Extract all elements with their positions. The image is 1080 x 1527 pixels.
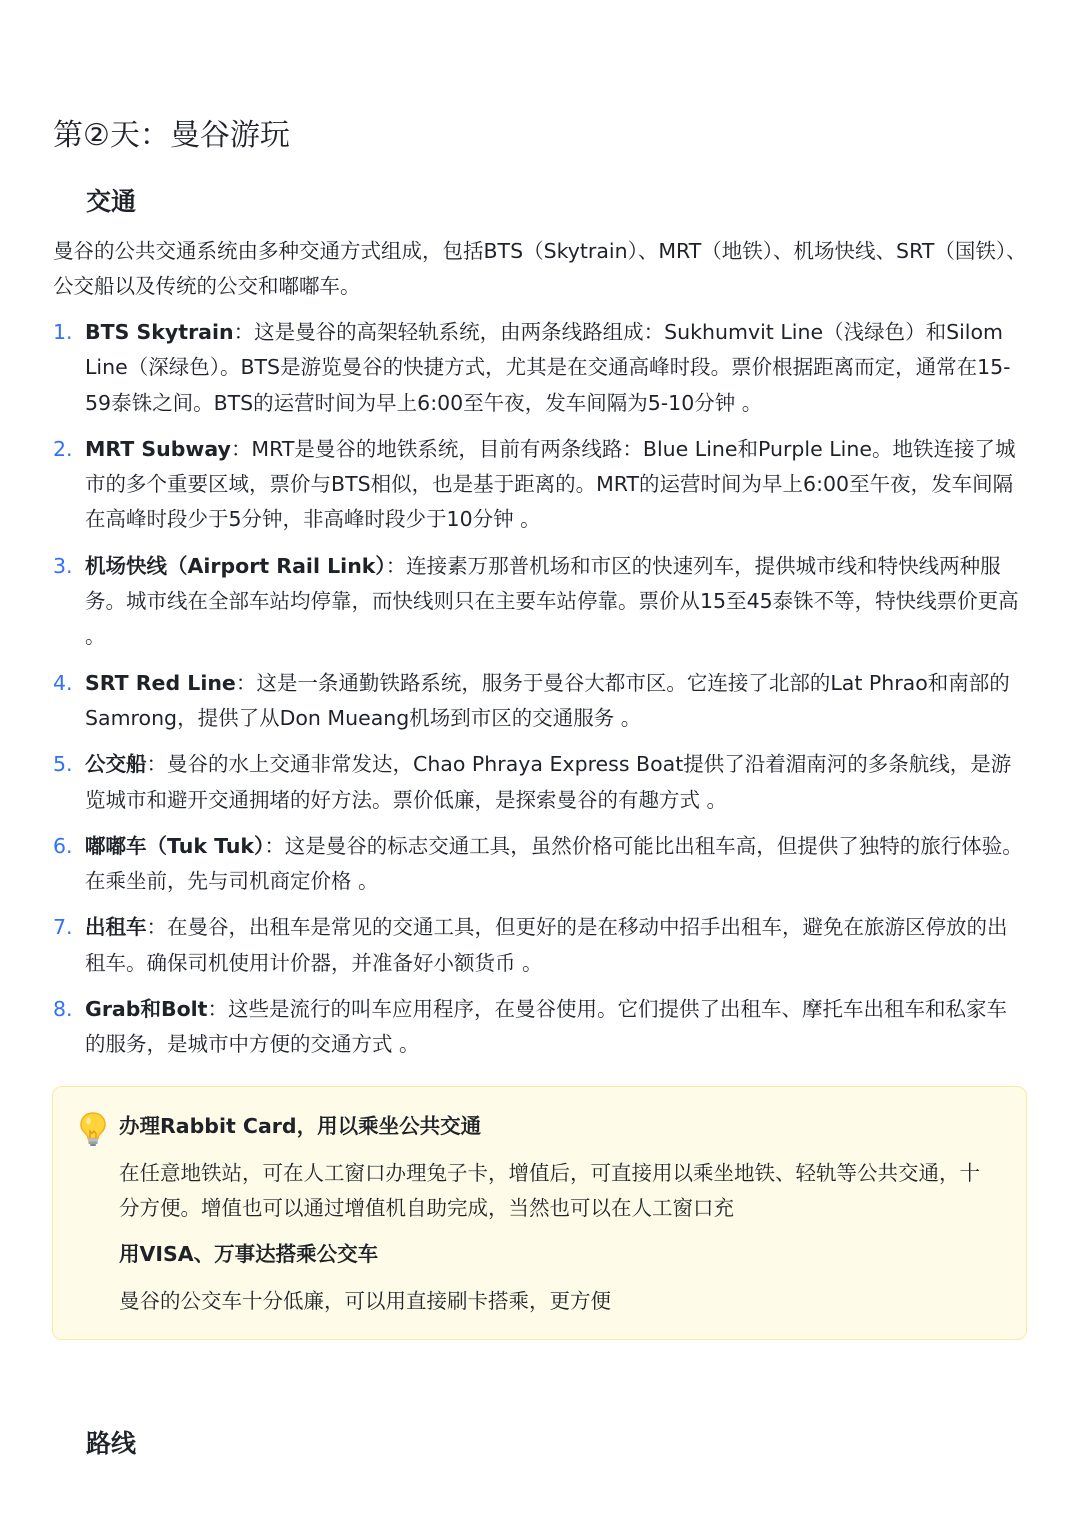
list-item-term: MRT Subway	[85, 436, 231, 461]
list-item-text: ：这是曼谷的标志交通工具，虽然价格可能比出租车高，但提供了独特的旅行体验。在乘坐前，先与司机商定价格 。	[85, 833, 1023, 894]
transport-list	[0, 315, 1080, 1074]
callout-heading: 办理Rabbit Card，用以乘坐公共交通	[119, 1114, 482, 1138]
list-item-term: 机场快线（Airport Rail Link）	[85, 553, 386, 578]
list-item	[0, 666, 1025, 737]
list-item-text: ：这些是流行的叫车应用程序，在曼谷使用。它们提供了出租车、摩托车出租车和私家车的服务，是城市中方便的交通方式 。	[85, 997, 1007, 1057]
list-item	[0, 829, 1025, 900]
lightbulb-icon	[79, 1111, 107, 1147]
list-item-term: BTS Skytrain	[85, 320, 234, 344]
list-item-number: 1.	[53, 320, 73, 344]
day-title: 第②天：曼谷游玩	[53, 118, 290, 153]
list-item-number: 4.	[53, 670, 73, 695]
list-item	[0, 747, 1025, 818]
list-item-number: 5.	[53, 752, 73, 777]
list-item	[0, 549, 1025, 655]
list-item	[0, 992, 1025, 1063]
list-item-number: 6.	[53, 833, 73, 858]
transport-intro: 曼谷的公共交通系统由多种交通方式组成，包括BTS（Skytrain）、MRT（地铁）、机场快线、SRT（国铁）、公交船以及传统的公交和嘟嘟车。	[53, 239, 1027, 298]
tip-callout	[52, 1086, 1027, 1340]
callout-body: 在任意地铁站，可在人工窗口办理兔子卡，增值后，可直接用以乘坐地铁、轻轨等公共交通，十分方便。增值也可以通过增值机自助完成，当然也可以在人工窗口充	[119, 1161, 980, 1220]
list-item-number: 8.	[53, 997, 73, 1022]
route-heading: 路线	[86, 1429, 137, 1458]
list-item-number: 3.	[53, 553, 73, 578]
list-item-term: Grab和Bolt	[85, 997, 208, 1022]
list-item-term: 出租车	[85, 915, 147, 940]
transport-heading: 交通	[86, 187, 137, 216]
list-item-term: 嘟嘟车（Tuk Tuk）	[85, 833, 265, 858]
list-item-number: 7.	[53, 915, 73, 940]
list-item-text: ：曼谷的水上交通非常发达，Chao Phraya Express Boat提供了沿着湄南河的多条航线，是游览城市和避开交通拥堵的好方法。票价低廉，是探索曼谷的有趣方式 。	[85, 752, 1012, 812]
list-item	[0, 432, 1025, 538]
list-item-text: ：连接素万那普机场和市区的快速列车，提供城市线和特快线两种服务。城市线在全部车站均停靠，而快线则只在主要车站停靠。票价从15至45泰铢不等，特快线票价更高 。	[85, 553, 1019, 649]
list-item-text: ：这是一条通勤铁路系统，服务于曼谷大都市区。它连接了北部的Lat Phrao和南部的Samrong，提供了从Don Mueang机场到市区的交通服务 。	[85, 670, 1010, 730]
list-item	[0, 910, 1025, 981]
list-item-number: 2.	[53, 436, 73, 461]
list-item-text: ：在曼谷，出租车是常见的交通工具，但更好的是在移动中招手出租车，避免在旅游区停放的出租车。确保司机使用计价器，并准备好小额货币 。	[85, 915, 1008, 975]
callout-body: 曼谷的公交车十分低廉，可以用直接刷卡搭乘，更方便	[119, 1289, 611, 1313]
list-item-term: SRT Red Line	[85, 670, 236, 695]
list-item-term: 公交船	[85, 752, 147, 777]
callout-heading: 用VISA、万事达搭乘公交车	[119, 1242, 379, 1266]
list-item-text: ：这是曼谷的高架轻轨系统，由两条线路组成：Sukhumvit Line（浅绿色）和Silom Line（深绿色）。BTS是游览曼谷的快捷方式，尤其是在交通高峰时段。票价根据距离而定，通常在15-59泰铢之间。BTS的运营时间为早上6:00至午夜，发车间隔为5-10分钟 。	[85, 320, 1011, 415]
list-item-text: ：MRT是曼谷的地铁系统，目前有两条线路：Blue Line和Purple Line。地铁连接了城市的多个重要区域，票价与BTS相似，也是基于距离的。MRT的运营时间为早上6:00至午夜，发车间隔在高峰时段少于5分钟，非高峰时段少于10分钟 。	[85, 436, 1016, 532]
list-item	[0, 315, 1025, 421]
